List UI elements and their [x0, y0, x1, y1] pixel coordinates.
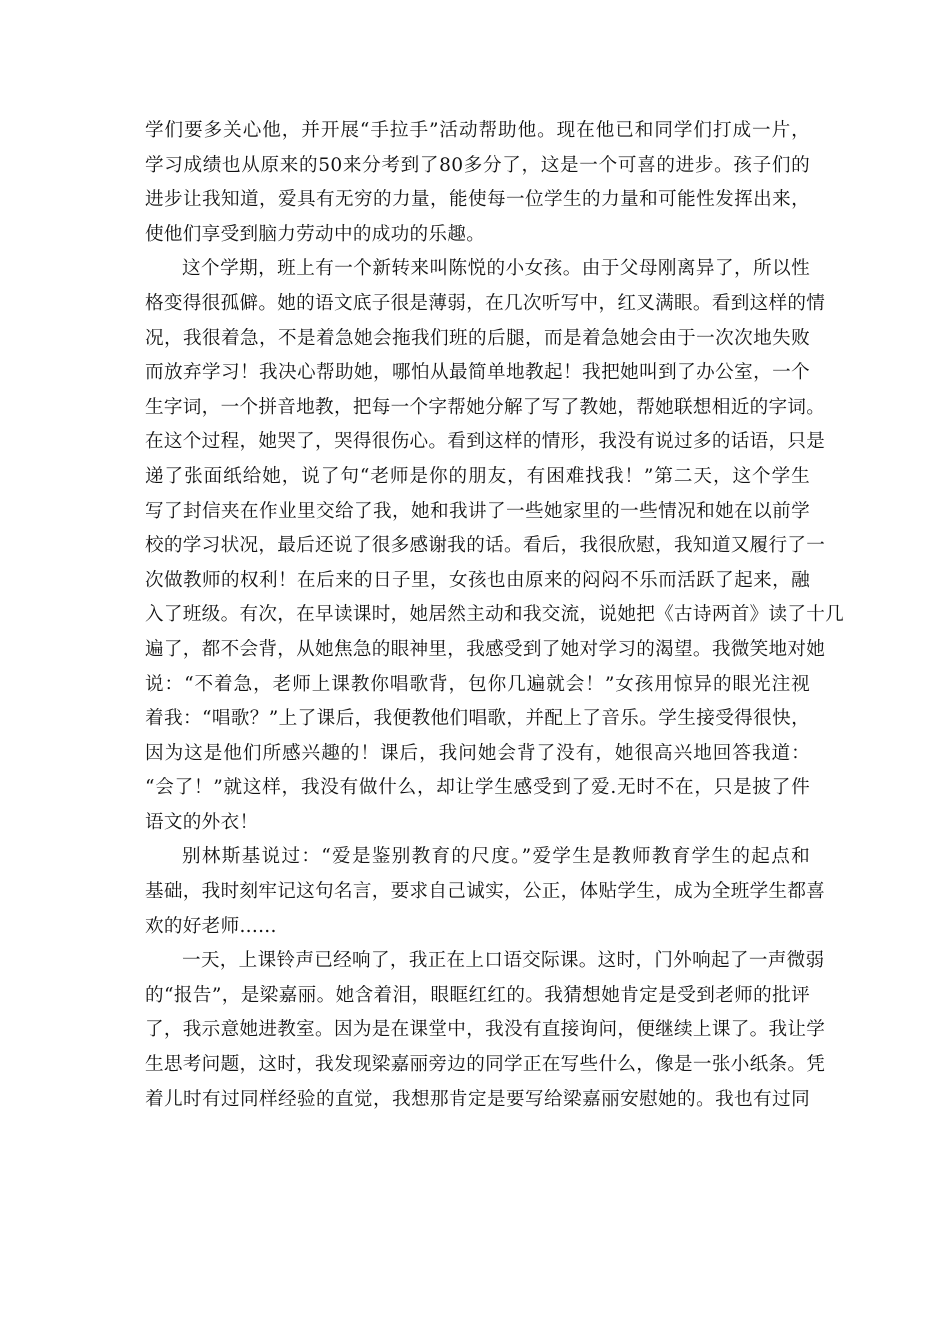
- text-line: 使他们享受到脑力劳动中的成功的乐趣。: [145, 223, 486, 245]
- paragraph-2: [145, 252, 845, 840]
- text-line: 因为这是他们所感兴趣的！课后，我问她会背了没有，她很高兴地回答我道：: [145, 742, 810, 764]
- text-line: 说：“不着急，老师上课教你唱歌背，包你几遍就会！”女孩用惊异的眼光注视: [145, 673, 810, 695]
- text-line: 着我：“唱歌？”上了课后，我便教他们唱歌，并配上了音乐。学生接受得很快，: [145, 708, 810, 730]
- text-line: 格变得很孤僻。她的语文底子很是薄弱，在几次听写中，红叉满眼。看到这样的情: [145, 292, 826, 314]
- text-line: 而放弃学习！我决心帮助她，哪怕从最简单地教起！我把她叫到了办公室，一个: [145, 362, 810, 384]
- text-line: 别林斯基说过：“爱是鉴别教育的尺度。”爱学生是教师教育学生的起点和: [182, 846, 810, 868]
- body-text: [145, 114, 845, 1117]
- text-line: 学习成绩也从原来的50来分考到了80多分了，这是一个可喜的进步。孩子们的: [145, 154, 810, 176]
- text-line: 的“报告”，是梁嘉丽。她含着泪，眼眶红红的。我猜想她肯定是受到老师的批评: [145, 984, 810, 1006]
- text-line: 况，我很着急，不是着急她会拖我们班的后腿，而是着急她会由于一次次地失败: [145, 327, 810, 349]
- text-line: 了，我示意她进教室。因为是在课堂中，我没有直接询问，便继续上课了。我让学: [145, 1019, 826, 1041]
- text-line: 遍了，都不会背，从她焦急的眼神里，我感受到了她对学习的渴望。我微笑地对她: [145, 638, 826, 660]
- paragraph-4: [145, 944, 826, 1117]
- paragraph-3: [145, 840, 826, 944]
- text-line: 写了封信夹在作业里交给了我，她和我讲了一些她家里的一些情况和她在以前学: [145, 500, 810, 522]
- text-line: 生字词，一个拼音地教，把每一个字帮她分解了写了教她，帮她联想相近的字词。: [145, 396, 826, 418]
- text-line: 基础，我时刻牢记这句名言，要求自己诚实，公正，体贴学生，成为全班学生都喜: [145, 881, 826, 903]
- text-line: 这个学期，班上有一个新转来叫陈悦的小女孩。由于父母刚离异了，所以性: [182, 258, 810, 280]
- text-line: 学们要多关心他，并开展“手拉手”活动帮助他。现在他已和同学们打成一片，: [145, 120, 810, 141]
- text-line: 着儿时有过同样经验的直觉，我想那肯定是要写给梁嘉丽安慰她的。我也有过同: [145, 1088, 810, 1110]
- text-line: 递了张面纸给她，说了句“老师是你的朋友，有困难找我！”第二天，这个学生: [145, 465, 810, 487]
- text-line: 在这个过程，她哭了，哭得很伤心。看到这样的情形，我没有说过多的话语，只是: [145, 431, 826, 453]
- text-line: 语文的外衣！: [145, 811, 259, 833]
- text-line: 生思考问题，这时，我发现梁嘉丽旁边的同学正在写些什么，像是一张小纸条。凭: [145, 1054, 826, 1076]
- text-line: 欢的好老师......: [145, 915, 277, 937]
- text-line: 次做教师的权利！在后来的日子里，女孩也由原来的闷闷不乐而活跃了起来，融: [145, 569, 810, 591]
- text-line: 校的学习状况，最后还说了很多感谢我的话。看后，我很欣慰，我知道又履行了一: [145, 535, 826, 557]
- text-line: 入了班级。有次，在早读课时，她居然主动和我交流，说她把《古诗两首》读了十几: [145, 604, 845, 626]
- paragraph-1: [145, 114, 810, 252]
- text-line: 进步让我知道，爱具有无穷的力量，能使每一位学生的力量和可能性发挥出来，: [145, 189, 810, 211]
- text-line: 一天，上课铃声已经响了，我正在上口语交际课。这时，门外响起了一声微弱: [182, 950, 825, 972]
- text-line: “会了！”就这样，我没有做什么，却让学生感受到了爱.无时不在，只是披了件: [145, 777, 810, 799]
